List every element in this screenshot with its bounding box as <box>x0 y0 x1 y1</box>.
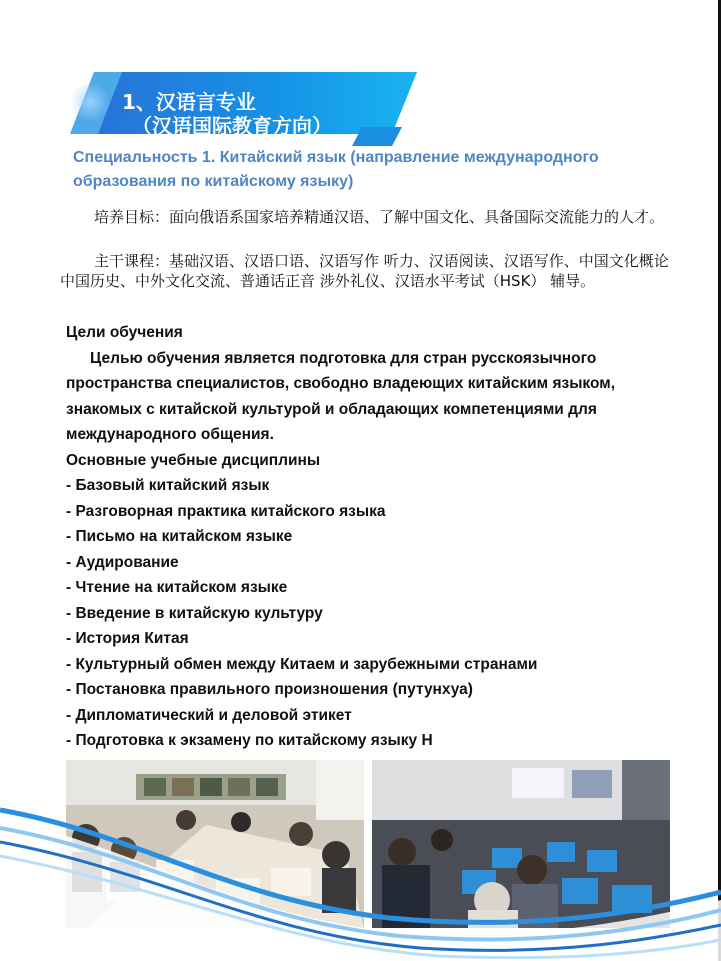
course-list-item: - Культурный обмен между Китаем и зарубежными странами <box>66 655 538 673</box>
section-banner <box>62 62 422 147</box>
training-goal-zh: 培养目标：面向俄语系国家培养精通汉语、了解中国文化、具备国际交流能力的人才。 <box>94 208 665 226</box>
banner-title-line1: 1、汉语言专业 <box>122 90 256 114</box>
course-list-item: - Аудирование <box>66 553 179 571</box>
russian-description <box>66 320 686 754</box>
course-list-item: - Чтение на китайском языке <box>66 579 288 596</box>
course-list-item: - Введение в китайскую культуру <box>66 604 323 622</box>
course-list-item: - Разговорная практика китайского языка <box>66 502 386 520</box>
calligraphy-class-photo <box>66 760 364 928</box>
course-list-item: - Письмо на китайском языке <box>66 528 293 545</box>
goals-paragraph: Целью обучения является подготовка для стран русскоязычного пространства специалистов, свободно владеющих китайским языком, знакомых с китайской культурой и обладающих компетенциями для международного общения. <box>66 349 616 443</box>
course-list-item: - Базовый китайский язык <box>66 477 270 494</box>
course-list-item: - История Китая <box>66 630 189 647</box>
course-list-item: - Дипломатический и деловой этикет <box>66 706 352 724</box>
section-subtitle-ru: Специальность 1. Китайский язык (направление международного образования по китайскому языку) <box>73 149 599 190</box>
main-courses-zh: 主干课程：基础汉语、汉语口语、汉语写作 听力、汉语阅读、汉语写作、中国文化概论 中国历史、中外文化交流、普通话正音 涉外礼仪、汉语水平考试（HSK） 辅导。 <box>60 252 669 290</box>
course-list-item: - Подготовка к экзамену по китайскому языку Н <box>66 732 433 749</box>
banner-title-line2: （汉语国际教育方向） <box>132 114 332 138</box>
courses-heading: Основные учебные дисциплины <box>66 451 321 469</box>
goals-heading: Цели обучения <box>66 324 183 341</box>
computer-lab-photo <box>372 760 670 928</box>
course-list-item: - Постановка правильного произношения (путунхуа) <box>66 681 473 698</box>
